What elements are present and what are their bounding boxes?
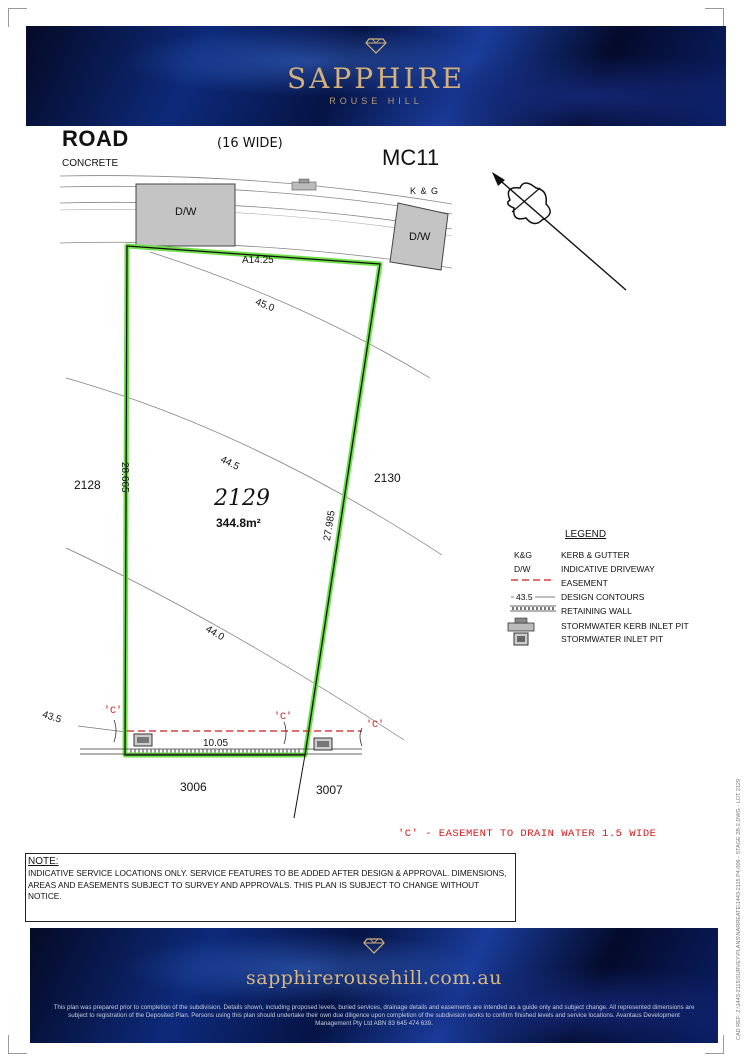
- driveway-left-label: D/W: [175, 206, 197, 218]
- dimension-front: A14.25: [242, 255, 274, 266]
- legend-item: KERB & GUTTER: [561, 550, 630, 560]
- driveway-right-label: D/W: [409, 231, 431, 243]
- note-title: NOTE:: [28, 856, 59, 867]
- boundary-extension: [294, 755, 305, 818]
- kerb-line: [60, 186, 452, 214]
- easement-marker: 'C': [366, 720, 385, 731]
- legend-code: D/W: [514, 564, 531, 574]
- legend-kerb-pit-swatch: [508, 623, 534, 631]
- lot-number: 2129: [214, 486, 270, 511]
- legend-title: LEGEND: [565, 529, 607, 540]
- note-text: INDICATIVE SERVICE LOCATIONS ONLY. SERVICE FEATURES TO BE ADDED AFTER DESIGN & APPROVAL. DIMENSIONS, AREAS AND EASEMENTS SUBJECT TO SURVEY AND APPROVALS. THIS PLAN IS SUBJECT TO CHANGE WITHOUT NOTICE.: [28, 868, 507, 901]
- diamond-icon: [363, 938, 385, 954]
- cad-reference: CAD REF: Z:\1443-2115\SURVEY\PLANS\NARREATE\1443-2115 P4.006 - STAGE 2B-2.DWG - LOT 2129: [736, 778, 742, 1040]
- kerb-line: [60, 176, 452, 204]
- road-width: (16 WIDE): [217, 136, 283, 151]
- brand-subtitle: ROUSE HILL: [329, 96, 423, 106]
- easement-marker: 'C': [274, 712, 293, 723]
- kerb-line: [60, 202, 452, 229]
- legend-item: DESIGN CONTOURS: [561, 592, 645, 602]
- legend-item: RETAINING WALL: [561, 606, 632, 616]
- road-code: MC11: [382, 145, 440, 170]
- legend-code: K&G: [514, 550, 532, 560]
- dimension-rear: 10.05: [203, 738, 229, 749]
- easement-note: 'C' - EASEMENT TO DRAIN WATER 1.5 WIDE: [398, 828, 657, 840]
- road-surface: CONCRETE: [62, 158, 119, 169]
- kerb-line: [60, 209, 452, 236]
- contour-label: 45.0: [253, 296, 276, 315]
- neighbor-lot-left: 2128: [74, 478, 101, 492]
- contour-label: 44.0: [203, 623, 226, 644]
- footer-banner: [30, 928, 718, 1043]
- legend-item: STORMWATER INLET PIT: [561, 634, 664, 644]
- contour-line: [78, 726, 126, 732]
- dimension-left: 28.665: [119, 462, 130, 493]
- contour-label: 44.5: [218, 454, 241, 473]
- disclaimer: This plan was prepared prior to completion of the subdivision. Details shown, including proposed levels, buried services, drainage details and easements are intended as a guide only and subject change. All represented dimensions are subject to registration of the Deposited Plan. Persons using this plan should undertake their own due diligence upon completion of the subdivision works to confirm finished levels and service locations. Avantaus Development Management Pty Ltd ABN 83 645 474 639.: [53, 1004, 695, 1027]
- dimension-right: 27.985: [322, 509, 338, 542]
- contour-label: 43.5: [40, 709, 63, 726]
- kerb-label: K & G: [410, 186, 440, 196]
- lot-area: 344.8m²: [216, 516, 261, 530]
- legend-item: EASEMENT: [561, 578, 608, 588]
- legend-code: 43.5: [516, 592, 533, 602]
- contour-line: [150, 252, 430, 378]
- road-name: ROAD: [62, 126, 129, 151]
- neighbor-lot-right: 2130: [374, 471, 401, 485]
- neighbor-lot-bottom-right: 3007: [316, 783, 343, 797]
- legend-item: INDICATIVE DRIVEWAY: [561, 564, 655, 574]
- legend-item: STORMWATER KERB INLET PIT: [561, 621, 689, 631]
- neighbor-lot-bottom-left: 3006: [180, 780, 207, 794]
- easement-marker: 'C': [104, 706, 123, 717]
- website-link[interactable]: sapphirerousehill.com.au: [245, 967, 502, 989]
- brand-name: SAPPHIRE: [286, 62, 466, 95]
- north-arrow-icon: [492, 172, 626, 290]
- note-box: [25, 853, 516, 922]
